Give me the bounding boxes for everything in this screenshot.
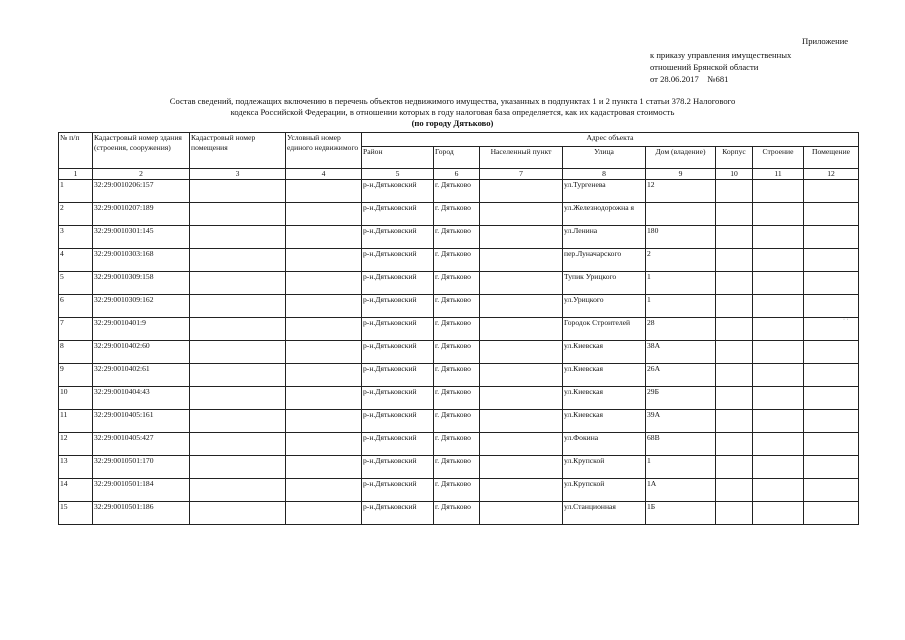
district-cell: р-н.Дятьковский — [362, 455, 434, 478]
building-cell — [753, 455, 804, 478]
col-number: 3 — [190, 169, 286, 180]
district-cell: р-н.Дятьковский — [362, 294, 434, 317]
city-cell: г. Дятьково — [434, 363, 480, 386]
settlement-cell — [480, 340, 563, 363]
cond-num-cell — [286, 432, 362, 455]
cond-num-cell — [286, 340, 362, 363]
header-city: Город — [434, 147, 480, 169]
building-cell — [753, 386, 804, 409]
appendix-label: Приложение — [802, 36, 849, 46]
order-reference-line-1: к приказу управления имущественных — [650, 50, 792, 60]
city-cell: г. Дятьково — [434, 386, 480, 409]
city-cell: г. Дятьково — [434, 317, 480, 340]
room-cad-cell — [190, 409, 286, 432]
house-cell: 29Б — [646, 386, 716, 409]
row-number: 6 — [59, 294, 93, 317]
row-number: 15 — [59, 501, 93, 524]
room-cad-cell — [190, 455, 286, 478]
cad-number-cell: 32:29:0010402:60 — [93, 340, 190, 363]
korpus-cell — [716, 363, 753, 386]
room-cad-cell — [190, 340, 286, 363]
house-cell: 1А — [646, 478, 716, 501]
district-cell: р-н.Дятьковский — [362, 248, 434, 271]
street-cell: Тупик Урицкого — [563, 271, 646, 294]
cad-number-cell: 32:29:0010404:43 — [93, 386, 190, 409]
cond-num-cell — [286, 225, 362, 248]
cond-num-cell — [286, 317, 362, 340]
table-row — [59, 225, 859, 248]
room-cell — [804, 363, 859, 386]
row-number: 12 — [59, 432, 93, 455]
street-cell: ул.Фокина — [563, 432, 646, 455]
city-cell: г. Дятьково — [434, 248, 480, 271]
room-cell — [804, 317, 859, 340]
room-cad-cell — [190, 248, 286, 271]
room-cell — [804, 248, 859, 271]
col-number: 9 — [646, 169, 716, 180]
table-row — [59, 386, 859, 409]
korpus-cell — [716, 432, 753, 455]
cad-number-cell: 32:29:0010301:145 — [93, 225, 190, 248]
korpus-cell — [716, 386, 753, 409]
room-cell — [804, 225, 859, 248]
building-cell — [753, 501, 804, 524]
district-cell: р-н.Дятьковский — [362, 363, 434, 386]
cad-number-cell: 32:29:0010405:161 — [93, 409, 190, 432]
room-cad-cell — [190, 478, 286, 501]
document-title-line-2: кодекса Российской Федерации, в отношении которых в году налоговая база определяется, как их кадастровая стоимость — [230, 107, 675, 117]
building-cell — [753, 248, 804, 271]
building-cell — [753, 294, 804, 317]
room-cell — [804, 501, 859, 524]
building-cell — [753, 202, 804, 225]
room-cad-cell — [190, 363, 286, 386]
house-cell — [646, 202, 716, 225]
district-cell: р-н.Дятьковский — [362, 386, 434, 409]
settlement-cell — [480, 248, 563, 271]
settlement-cell — [480, 363, 563, 386]
building-cell — [753, 478, 804, 501]
col-number: 7 — [480, 169, 563, 180]
district-cell: р-н.Дятьковский — [362, 202, 434, 225]
korpus-cell — [716, 179, 753, 202]
room-cell — [804, 271, 859, 294]
cad-number-cell: 32:29:0010501:170 — [93, 455, 190, 478]
row-number: 5 — [59, 271, 93, 294]
cond-num-cell — [286, 202, 362, 225]
street-cell: ул.Киевская — [563, 340, 646, 363]
header-district: Район — [362, 147, 434, 169]
street-cell: ул.Ленина — [563, 225, 646, 248]
cad-number-cell: 32:29:0010309:162 — [93, 294, 190, 317]
city-cell: г. Дятьково — [434, 501, 480, 524]
header-num: № п/п — [59, 133, 93, 169]
street-cell: ул.Крупской — [563, 478, 646, 501]
house-cell: 2 — [646, 248, 716, 271]
row-number: 1 — [59, 179, 93, 202]
house-cell: 12 — [646, 179, 716, 202]
city-cell: г. Дятьково — [434, 271, 480, 294]
city-cell: г. Дятьково — [434, 179, 480, 202]
col-number: 8 — [563, 169, 646, 180]
district-cell: р-н.Дятьковский — [362, 317, 434, 340]
document-title-line-3: (по городу Дятьково) — [411, 118, 494, 128]
street-cell: ул.Крупской — [563, 455, 646, 478]
room-cell — [804, 432, 859, 455]
korpus-cell — [716, 225, 753, 248]
row-number: 8 — [59, 340, 93, 363]
cond-num-cell — [286, 248, 362, 271]
cond-num-cell — [286, 386, 362, 409]
cond-num-cell — [286, 501, 362, 524]
district-cell: р-н.Дятьковский — [362, 478, 434, 501]
street-cell: ул.Станционная — [563, 501, 646, 524]
building-cell — [753, 432, 804, 455]
table-row — [59, 248, 859, 271]
cond-num-cell — [286, 409, 362, 432]
header-cad-room: Кадастровый номер помещения — [190, 133, 286, 169]
city-cell: г. Дятьково — [434, 340, 480, 363]
district-cell: р-н.Дятьковский — [362, 409, 434, 432]
settlement-cell — [480, 294, 563, 317]
district-cell: р-н.Дятьковский — [362, 225, 434, 248]
korpus-cell — [716, 248, 753, 271]
room-cell — [804, 409, 859, 432]
settlement-cell — [480, 317, 563, 340]
row-number: 4 — [59, 248, 93, 271]
cad-number-cell: 32:29:0010501:184 — [93, 478, 190, 501]
cad-number-cell: 32:29:0010501:186 — [93, 501, 190, 524]
district-cell: р-н.Дятьковский — [362, 271, 434, 294]
cond-num-cell — [286, 478, 362, 501]
scan-speck: · · — [843, 317, 849, 323]
col-number: 2 — [93, 169, 190, 180]
header-cad-building: Кадастровый номер здания (строения, сооружения) — [93, 133, 190, 169]
house-cell: 1 — [646, 294, 716, 317]
row-number: 11 — [59, 409, 93, 432]
cond-num-cell — [286, 363, 362, 386]
room-cell — [804, 478, 859, 501]
city-cell: г. Дятьково — [434, 294, 480, 317]
row-number: 7 — [59, 317, 93, 340]
korpus-cell — [716, 478, 753, 501]
street-cell: пер.Луначарского — [563, 248, 646, 271]
building-cell — [753, 409, 804, 432]
column-number-row — [59, 169, 859, 180]
cad-number-cell: 32:29:0010207:189 — [93, 202, 190, 225]
room-cell — [804, 386, 859, 409]
district-cell: р-н.Дятьковский — [362, 179, 434, 202]
room-cell — [804, 455, 859, 478]
cad-number-cell: 32:29:0010206:157 — [93, 179, 190, 202]
room-cell — [804, 202, 859, 225]
room-cad-cell — [190, 271, 286, 294]
district-cell: р-н.Дятьковский — [362, 432, 434, 455]
cond-num-cell — [286, 455, 362, 478]
house-cell: 180 — [646, 225, 716, 248]
korpus-cell — [716, 271, 753, 294]
col-number: 6 — [434, 169, 480, 180]
building-cell — [753, 179, 804, 202]
row-number: 3 — [59, 225, 93, 248]
korpus-cell — [716, 455, 753, 478]
cad-number-cell: 32:29:0010401:9 — [93, 317, 190, 340]
col-number: 11 — [753, 169, 804, 180]
room-cad-cell — [190, 225, 286, 248]
table-row — [59, 455, 859, 478]
room-cad-cell — [190, 202, 286, 225]
city-cell: г. Дятьково — [434, 225, 480, 248]
district-cell: р-н.Дятьковский — [362, 501, 434, 524]
street-cell: ул.Киевская — [563, 386, 646, 409]
header-house: Дом (владение) — [646, 147, 716, 169]
settlement-cell — [480, 179, 563, 202]
settlement-cell — [480, 455, 563, 478]
table-row — [59, 317, 859, 340]
street-cell: ул.Тургенева — [563, 179, 646, 202]
settlement-cell — [480, 501, 563, 524]
house-cell: 1 — [646, 271, 716, 294]
building-cell — [753, 271, 804, 294]
street-cell: Городок Строителей — [563, 317, 646, 340]
col-number: 5 — [362, 169, 434, 180]
row-number: 2 — [59, 202, 93, 225]
room-cell — [804, 294, 859, 317]
settlement-cell — [480, 386, 563, 409]
cond-num-cell — [286, 294, 362, 317]
header-korpus: Корпус — [716, 147, 753, 169]
table-row — [59, 363, 859, 386]
row-number: 9 — [59, 363, 93, 386]
col-number: 12 — [804, 169, 859, 180]
room-cell — [804, 340, 859, 363]
city-cell: г. Дятьково — [434, 455, 480, 478]
building-cell — [753, 225, 804, 248]
city-cell: г. Дятьково — [434, 478, 480, 501]
header-address: Адрес объекта — [362, 133, 859, 147]
building-cell — [753, 363, 804, 386]
cond-num-cell — [286, 179, 362, 202]
city-cell: г. Дятьково — [434, 202, 480, 225]
korpus-cell — [716, 501, 753, 524]
table-row — [59, 294, 859, 317]
table-row — [59, 501, 859, 524]
room-cell — [804, 179, 859, 202]
row-number: 14 — [59, 478, 93, 501]
house-cell: 38А — [646, 340, 716, 363]
house-cell: 68В — [646, 432, 716, 455]
row-number: 10 — [59, 386, 93, 409]
room-cad-cell — [190, 294, 286, 317]
korpus-cell — [716, 317, 753, 340]
house-cell: 26А — [646, 363, 716, 386]
table-row — [59, 432, 859, 455]
cad-number-cell: 32:29:0010303:168 — [93, 248, 190, 271]
street-cell: ул.Киевская — [563, 409, 646, 432]
col-number: 1 — [59, 169, 93, 180]
street-cell: ул.Железнодорожна я — [563, 202, 646, 225]
table-row — [59, 409, 859, 432]
cad-number-cell: 32:29:0010405:427 — [93, 432, 190, 455]
street-cell: ул.Киевская — [563, 363, 646, 386]
cad-number-cell: 32:29:0010309:158 — [93, 271, 190, 294]
korpus-cell — [716, 409, 753, 432]
settlement-cell — [480, 202, 563, 225]
cond-num-cell — [286, 271, 362, 294]
col-number: 4 — [286, 169, 362, 180]
table-row — [59, 179, 859, 202]
header-cond-num: Условный номер единого недвижимого — [286, 133, 362, 169]
table-row — [59, 271, 859, 294]
room-cad-cell — [190, 501, 286, 524]
district-cell: р-н.Дятьковский — [362, 340, 434, 363]
city-cell: г. Дятьково — [434, 409, 480, 432]
table-row — [59, 202, 859, 225]
house-cell: 1 — [646, 455, 716, 478]
korpus-cell — [716, 340, 753, 363]
room-cad-cell — [190, 317, 286, 340]
header-building: Строение — [753, 147, 804, 169]
street-cell: ул.Урицкого — [563, 294, 646, 317]
property-list-table — [58, 132, 859, 525]
house-cell: 1Б — [646, 501, 716, 524]
table-row — [59, 340, 859, 363]
korpus-cell — [716, 294, 753, 317]
header-room: Помещение — [804, 147, 859, 169]
order-reference-line-3: от 28.06.2017 №681 — [650, 74, 729, 84]
table-row — [59, 478, 859, 501]
settlement-cell — [480, 478, 563, 501]
room-cad-cell — [190, 179, 286, 202]
building-cell — [753, 317, 804, 340]
korpus-cell — [716, 202, 753, 225]
col-number: 10 — [716, 169, 753, 180]
cad-number-cell: 32:29:0010402:61 — [93, 363, 190, 386]
house-cell: 39А — [646, 409, 716, 432]
house-cell: 28 — [646, 317, 716, 340]
document-title-line-1: Состав сведений, подлежащих включению в перечень объектов недвижимого имущества, указанных в подпунктах 1 и 2 пункта 1 статьи 378.2 Налогового — [169, 96, 736, 106]
header-settlement: Населенный пункт — [480, 147, 563, 169]
room-cad-cell — [190, 432, 286, 455]
settlement-cell — [480, 432, 563, 455]
settlement-cell — [480, 271, 563, 294]
city-cell: г. Дятьково — [434, 432, 480, 455]
order-reference-line-2: отношений Брянской области — [650, 62, 759, 72]
settlement-cell — [480, 409, 563, 432]
table-body — [59, 179, 859, 524]
header-street: Улица — [563, 147, 646, 169]
row-number: 13 — [59, 455, 93, 478]
settlement-cell — [480, 225, 563, 248]
building-cell — [753, 340, 804, 363]
room-cad-cell — [190, 386, 286, 409]
